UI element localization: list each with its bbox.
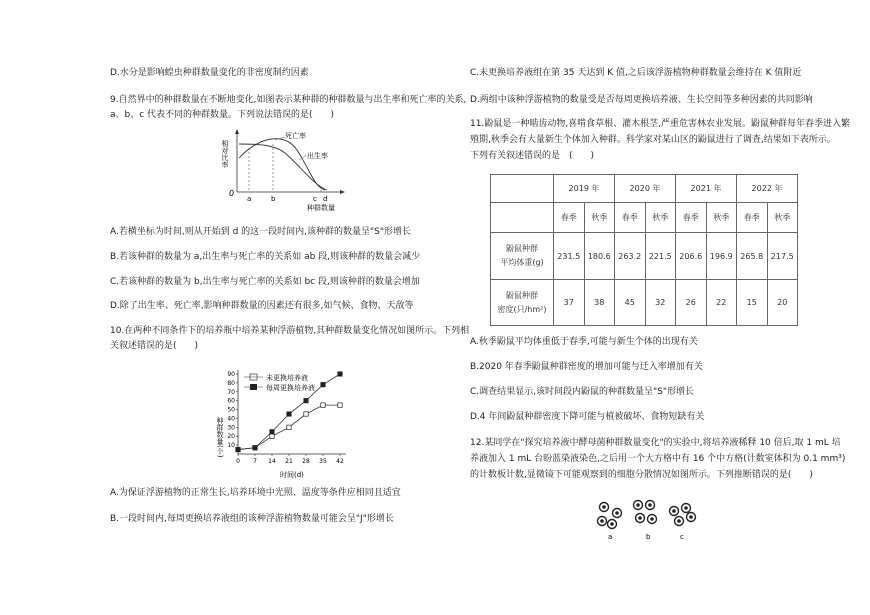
legend-label-weekly: 每周更换培养液 — [266, 384, 315, 392]
y-tick-label: 60 — [227, 397, 235, 405]
year-2019: 2019 年 — [554, 175, 615, 203]
q11-option-a: A.秋季鼢鼠平均体重低于春季,可能与新生个体的出现有关 — [470, 337, 698, 347]
weight-cell: 231.5 — [554, 233, 585, 280]
y-tick-label: 10 — [227, 442, 235, 450]
q8-option-d: D.水分是影响蝗虫种群数量变化的非密度制约因素 — [110, 68, 309, 78]
q12-stem-line1: 12.某同学在"探究培养液中酵母菌种群数量变化"的实验中,将培养液稀释 10 倍后,取 1 mL 培 — [470, 438, 841, 448]
density-cell: 45 — [615, 280, 646, 326]
year-2022: 2022 年 — [737, 175, 798, 203]
season-cell: 春季 — [554, 203, 585, 233]
q9-option-d: D.除了出生率、死亡率,影响种群数量的因素还有很多,如气候、食物、天敌等 — [110, 301, 414, 311]
density-cell: 32 — [645, 280, 676, 326]
weight-cell: 196.9 — [706, 233, 737, 280]
season-cell: 秋季 — [706, 203, 737, 233]
weight-cell: 180.6 — [584, 233, 615, 280]
x-tick-label: 0 — [236, 458, 240, 465]
season-cell: 春季 — [615, 203, 646, 233]
density-cell: 22 — [706, 280, 737, 326]
q10-option-c: C.未更换培养液组在第 35 天达到 K 值,之后该浮游植物种群数量会维持在 K 值附近 — [470, 68, 802, 78]
data-point-1 — [338, 372, 342, 376]
x-tick-label: 14 — [268, 458, 276, 465]
q12-yeast-cells-figure — [590, 495, 710, 545]
x-tick-label: 42 — [336, 458, 344, 465]
weight-row-label: 鼢鼠种群 平均体重(g) — [491, 233, 554, 280]
q9-option-b: B.若该种群的数量为 a,出生率与死亡率的关系如 ab 段,则该种群的数量会减少 — [110, 252, 421, 262]
x-tick-label: 28 — [302, 458, 310, 465]
q11-stem-line3: 下列有关叙述错误的是 ( ) — [470, 151, 595, 161]
q11-option-d: D.4 年间鼢鼠种群密度下降可能与植被破坏、食物短缺有关 — [470, 412, 705, 422]
data-point-1 — [236, 447, 240, 451]
q12-stem-line2: 养液加入 1 mL 台盼蓝染液染色,之后用一个大方格中有 16 个中方格(计数室体积为 0.1 mm³) — [470, 454, 846, 464]
density-row-label: 鼢鼠种群 密度(只/hm²) — [491, 280, 554, 326]
data-point-0 — [321, 403, 325, 407]
q10-option-a: A.为保证浮游植物的正常生长,培养环境中光照、温度等条件应相同且适宜 — [110, 488, 401, 498]
density-cell: 38 — [584, 280, 615, 326]
data-point-0 — [338, 403, 342, 407]
data-point-1 — [321, 382, 325, 386]
legend-label-unchanged: 未更换培养液 — [266, 374, 308, 382]
q9-origin: 0 — [229, 189, 235, 198]
y-tick-label: 50 — [227, 406, 235, 414]
weight-cell: 265.8 — [737, 233, 768, 280]
q11-option-c: C.调查结果显示,该时间段内鼢鼠的种群数量呈"S"形增长 — [470, 387, 694, 397]
q10-stem-line1: 10.在两种不同条件下的培养瓶中培养某种浮游植物,其种群数量变化情况如图所示。下列相 — [110, 326, 470, 336]
q9-stem-line1: 9.自然界中的种群数量在不断地变化,如图表示某种群的种群数量与出生率和死亡率的关系, — [110, 95, 467, 105]
density-cell: 15 — [737, 280, 768, 326]
q9-ylabel: 相对比率 — [221, 140, 229, 168]
rat-survey-table — [490, 174, 798, 326]
y-tick-label: 30 — [227, 424, 235, 432]
weight-cell: 263.2 — [615, 233, 646, 280]
data-point-1 — [304, 398, 308, 402]
x-tick-label: 35 — [319, 458, 327, 465]
q9-stem-line2: a、b、c 代表不同的种群数量。下列说法错误的是( ) — [110, 110, 335, 120]
season-cell: 秋季 — [767, 203, 798, 233]
cell-label-b: b — [646, 533, 651, 541]
cell-label-c: c — [680, 533, 684, 541]
year-2020: 2020 年 — [615, 175, 676, 203]
q11-stem-line2: 殖期,秋季会有大量新生个体加入种群。科学家对某山区的鼢鼠进行了调查,结果如下表所示。 — [470, 135, 836, 145]
weight-cell: 217.5 — [767, 233, 798, 280]
data-point-1 — [287, 412, 291, 416]
q11-stem-line1: 11.鼢鼠是一种啮齿动物,喜啃食草根、灌木根茎,严重危害林农业发展。鼢鼠种群每年春季进入繁 — [470, 119, 851, 129]
q12-stem-line3: 的计数板计数,显微镜下可能观察到的细胞分散情况如图所示。下列推断错误的是( ) — [470, 470, 813, 480]
q10-option-d: D.两组中该种浮游植物的数量受是否每周更换培养液、生长空间等多种因素的共同影响 — [470, 95, 813, 105]
season-cell: 秋季 — [645, 203, 676, 233]
data-point-0 — [270, 434, 274, 438]
season-cell: 春季 — [737, 203, 768, 233]
q10-ylabel: 种群数量(个) — [216, 417, 224, 458]
y-tick-label: 80 — [227, 379, 235, 387]
birth-rate-curve — [239, 144, 327, 190]
q10-line-chart — [200, 362, 360, 480]
death-rate-curve — [239, 139, 325, 190]
q9-option-c: C.若该种群的数量为 b,出生率与死亡率的关系如 bc 段,则该种群的数量会增加 — [110, 277, 420, 287]
birth-rate-label: 出生率 — [307, 152, 328, 160]
tick-c: c — [313, 195, 317, 203]
tick-d: d — [323, 195, 328, 203]
tick-b: b — [271, 195, 276, 203]
x-tick-label: 7 — [253, 458, 257, 465]
y-tick-label: 90 — [227, 371, 235, 378]
x-tick-label: 21 — [285, 458, 293, 465]
data-point-1 — [270, 430, 274, 434]
y-tick-label: 20 — [227, 433, 235, 441]
q9-xlabel: 种群数量 — [307, 204, 335, 212]
density-cell: 20 — [767, 280, 798, 326]
q10-xlabel: 时间(d) — [280, 471, 304, 479]
y-tick-label: 70 — [227, 388, 235, 396]
q11-option-b: B.2020 年春季鼢鼠种群密度的增加可能与迁入率增加有关 — [470, 362, 703, 372]
year-2021: 2021 年 — [676, 175, 737, 203]
death-rate-label: 死亡率 — [285, 132, 306, 140]
data-point-1 — [253, 446, 257, 450]
density-cell: 37 — [554, 280, 585, 326]
q10-stem-line2: 关叙述错误的是( ) — [110, 341, 199, 351]
season-cell: 秋季 — [584, 203, 615, 233]
data-point-0 — [304, 412, 308, 416]
weight-cell: 221.5 — [645, 233, 676, 280]
q10-option-b: B.一段时间内,每周更换培养液组的该种浮游植物数量可能会呈"J"形增长 — [110, 514, 394, 524]
cell-label-a: a — [608, 533, 613, 541]
data-point-0 — [287, 425, 291, 429]
q9-option-a: A.若横坐标为时间,则从开始到 d 的这一段时间内,该种群的数量呈"S"形增长 — [110, 227, 412, 237]
tick-a: a — [247, 195, 252, 203]
y-tick-label: 40 — [227, 415, 235, 423]
q9-birth-death-figure — [215, 128, 355, 213]
density-cell: 26 — [676, 280, 707, 326]
weight-cell: 206.6 — [676, 233, 707, 280]
season-cell: 春季 — [676, 203, 707, 233]
